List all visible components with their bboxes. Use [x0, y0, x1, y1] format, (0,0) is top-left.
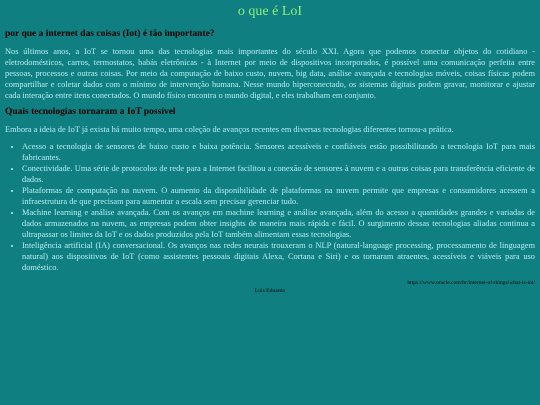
page-title: o que é LoI [237, 4, 303, 19]
technologies-intro: Embora a ideia de IoT já exista há muito tempo, uma coleção de avanços recentes em diversas tecnologias diferentes tornou-a prática. [5, 125, 454, 134]
list-item: • Conectividade. Uma série de protocolos de rede para a Internet facilitou a conexão de sensores à nuvem e a outras coisas para transferência eficiente de dados. [22, 163, 535, 185]
list-item: • Plataformas de computação na nuvem. O aumento da disponibilidade de plataformas na nuvem permite que empresas e consumidores acessem a infraestrutura de que precisam para aumentar a escala sem precisar gerenciar tudo. [22, 185, 535, 207]
document-page [5, 4, 535, 295]
list-item: • Machine learning e análise avançada. Com os avanços em machine learning e análise avançada, além do acesso a quantidades grandes e variadas de dados armazenados na nuvem, as empresas podem obter insights de maneira mais rápida e fácil. O surgimento dessas tecnologias aliadas continua a ultrapassar os limites da IoT e os dados produzidos pela IoT também alimentam essas tecnologias. [22, 207, 535, 240]
technologies-list [5, 141, 535, 273]
list-item: • Acesso a tecnologia de sensores de baixo custo e baixa potência. Sensores acessíveis e confiáveis estão possibilitando a tecnologia IoT para mais fabricantes. [22, 141, 535, 163]
list-item: • Inteligência artificial (IA) conversacional. Os avanços nas redes neurais trouxeram o NLP (natural-language processing, processamento de linguagem natural) aos dispositivos de IoT (como assistentes pessoais digitais Alexa, Cortana e Siri) e os tornaram atraentes, acessíveis e viáveis para uso doméstico. [22, 240, 535, 273]
section-heading-technologies: Quais tecnologias tornaram a IoT possível [5, 107, 176, 117]
author-name: Luis Eduardo [254, 288, 286, 294]
importance-paragraph: Nos últimos anos, a IoT se tornou uma das tecnologias mais importantes do século XXI. Agora que podemos conectar objetos do cotidiano - eletrodomésticos, carros, termostatos, babás eletrônicas - à Internet por meio de dispositivos incorporados, é possível uma comunicação perfeita entre pessoas, processos e outras coisas. Por meio da computação de baixo custo, nuvem, big data, análise avançada e tecnologias móveis, coisas físicas podem compartilhar e coletar dados com o mínimo de intervenção humana. Nesse mundo hiperconectado, os sistemas digitais podem gravar, monitorar e ajustar cada interação entre itens conectados. O mundo físico encontra o mundo digital, e eles trabalham em conjunto. [5, 47, 535, 100]
source-url: https://www.oracle.com/br/internet-of-things/what-is-iot/ [407, 280, 535, 286]
section-heading-importance: por que a internet das coisas (Iot) é tão importante? [5, 29, 215, 39]
